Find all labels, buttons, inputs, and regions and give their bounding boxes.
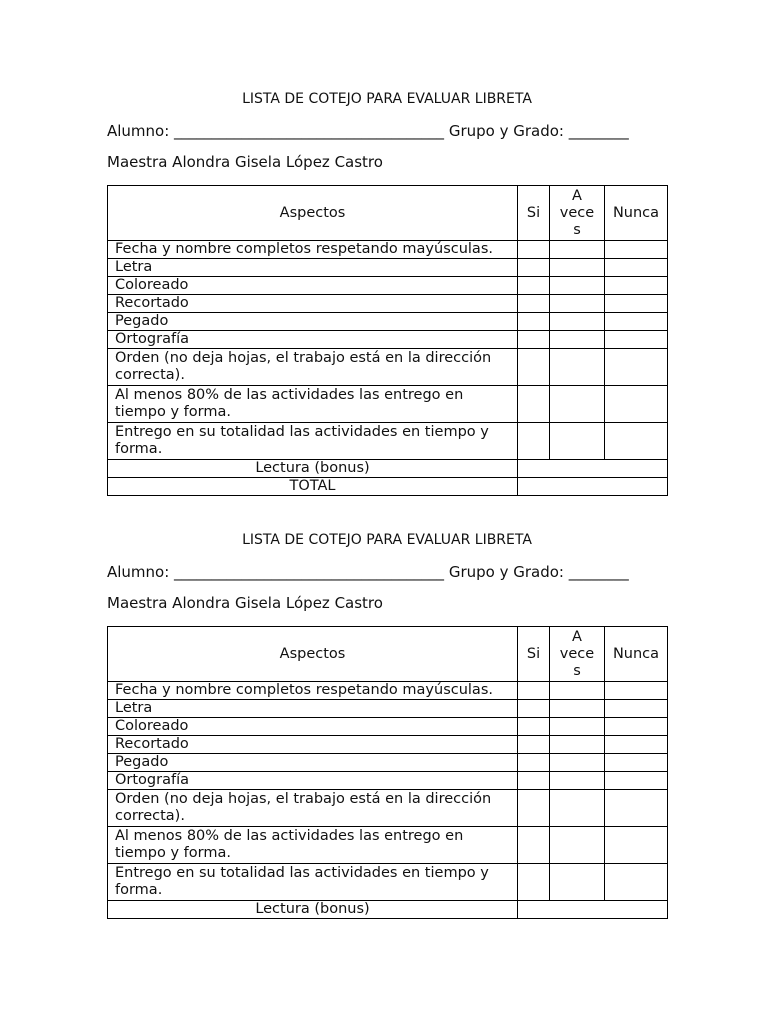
- aspect-cell: Recortado: [108, 736, 518, 754]
- mark-sometimes[interactable]: [550, 259, 605, 277]
- table-row: [108, 277, 668, 295]
- mark-yes[interactable]: [518, 349, 550, 386]
- table-row: [108, 772, 668, 790]
- mark-sometimes[interactable]: [550, 827, 605, 864]
- mark-never[interactable]: [605, 313, 668, 331]
- mark-yes[interactable]: [518, 790, 550, 827]
- aspect-cell: Pegado: [108, 754, 518, 772]
- mark-sometimes[interactable]: [550, 790, 605, 827]
- mark-yes[interactable]: [518, 682, 550, 700]
- mark-never[interactable]: [605, 259, 668, 277]
- mark-yes[interactable]: [518, 386, 550, 423]
- aspect-cell: Pegado: [108, 313, 518, 331]
- mark-sometimes[interactable]: [550, 718, 605, 736]
- mark-yes[interactable]: [518, 700, 550, 718]
- mark-never[interactable]: [605, 736, 668, 754]
- header-yes: Si: [518, 627, 550, 682]
- table-row: [108, 790, 668, 827]
- mark-yes[interactable]: [518, 295, 550, 313]
- aspect-cell: Ortografía: [108, 772, 518, 790]
- aspect-cell: Recortado: [108, 295, 518, 313]
- mark-sometimes[interactable]: [550, 241, 605, 259]
- table-row: [108, 349, 668, 386]
- table-row: [108, 754, 668, 772]
- aspect-cell: Orden (no deja hojas, el trabajo está en la dirección correcta).: [108, 349, 518, 386]
- header-sometimes-line2: vece: [559, 204, 595, 221]
- mark-sometimes[interactable]: [550, 331, 605, 349]
- header-row: [108, 186, 668, 241]
- table-row: [108, 682, 668, 700]
- aspect-cell: Al menos 80% de las actividades las entrego en tiempo y forma.: [108, 827, 518, 864]
- header-sometimes-line3: s: [573, 221, 581, 238]
- mark-sometimes[interactable]: [550, 700, 605, 718]
- teacher-name: Maestra Alondra Gisela López Castro: [107, 153, 383, 171]
- mark-never[interactable]: [605, 277, 668, 295]
- mark-sometimes[interactable]: [550, 277, 605, 295]
- bonus-label: Lectura (bonus): [108, 460, 518, 478]
- total-label: TOTAL: [108, 478, 518, 496]
- mark-sometimes[interactable]: [550, 386, 605, 423]
- table-row: [108, 241, 668, 259]
- mark-yes[interactable]: [518, 827, 550, 864]
- aspect-cell: Ortografía: [108, 331, 518, 349]
- mark-yes[interactable]: [518, 772, 550, 790]
- mark-sometimes[interactable]: [550, 736, 605, 754]
- mark-never[interactable]: [605, 295, 668, 313]
- table-row: [108, 295, 668, 313]
- table-row: [108, 864, 668, 901]
- form-title: LISTA DE COTEJO PARA EVALUAR LIBRETA: [242, 91, 532, 107]
- table-row: [108, 700, 668, 718]
- aspect-cell: Fecha y nombre completos respetando mayúsculas.: [108, 241, 518, 259]
- mark-sometimes[interactable]: [550, 754, 605, 772]
- mark-sometimes[interactable]: [550, 313, 605, 331]
- aspect-cell: Coloreado: [108, 718, 518, 736]
- table-row: [108, 827, 668, 864]
- mark-yes[interactable]: [518, 277, 550, 295]
- header-yes: Si: [518, 186, 550, 241]
- aspect-cell: Coloreado: [108, 277, 518, 295]
- aspect-cell: Orden (no deja hojas, el trabajo está en la dirección correcta).: [108, 790, 518, 827]
- mark-never[interactable]: [605, 864, 668, 901]
- mark-never[interactable]: [605, 700, 668, 718]
- table-row: [108, 736, 668, 754]
- mark-never[interactable]: [605, 772, 668, 790]
- table-row: [108, 386, 668, 423]
- table-row: [108, 718, 668, 736]
- mark-never[interactable]: [605, 790, 668, 827]
- mark-sometimes[interactable]: [550, 682, 605, 700]
- mark-never[interactable]: [605, 241, 668, 259]
- mark-never[interactable]: [605, 718, 668, 736]
- aspect-cell: Al menos 80% de las actividades las entrego en tiempo y forma.: [108, 386, 518, 423]
- header-sometimes-line2: vece: [559, 645, 595, 662]
- form-title: LISTA DE COTEJO PARA EVALUAR LIBRETA: [242, 532, 532, 548]
- header-sometimes: [550, 627, 605, 682]
- header-sometimes-line1: A: [572, 187, 582, 204]
- table-row: [108, 331, 668, 349]
- mark-never[interactable]: [605, 682, 668, 700]
- checklist-table: [107, 626, 668, 919]
- mark-yes[interactable]: [518, 259, 550, 277]
- header-never: Nunca: [605, 186, 668, 241]
- mark-yes[interactable]: [518, 313, 550, 331]
- aspect-cell: Entrego en su totalidad las actividades en tiempo y forma.: [108, 864, 518, 901]
- header-sometimes-line1: A: [572, 628, 582, 645]
- header-sometimes-line3: s: [573, 662, 581, 679]
- header-aspects: Aspectos: [108, 186, 518, 241]
- table-row: [108, 259, 668, 277]
- mark-sometimes[interactable]: [550, 864, 605, 901]
- mark-sometimes[interactable]: [550, 349, 605, 386]
- mark-never[interactable]: [605, 331, 668, 349]
- mark-sometimes[interactable]: [550, 295, 605, 313]
- bonus-score[interactable]: [518, 901, 668, 919]
- mark-yes[interactable]: [518, 241, 550, 259]
- mark-never[interactable]: [605, 386, 668, 423]
- student-line: Alumno: ____________________________________ Grupo y Grado: ________: [107, 122, 629, 140]
- aspect-cell: Fecha y nombre completos respetando mayúsculas.: [108, 682, 518, 700]
- student-line: Alumno: ____________________________________ Grupo y Grado: ________: [107, 563, 629, 581]
- mark-never[interactable]: [605, 827, 668, 864]
- aspect-cell: Letra: [108, 700, 518, 718]
- mark-yes[interactable]: [518, 864, 550, 901]
- checklist-1: [107, 0, 667, 510]
- mark-yes[interactable]: [518, 736, 550, 754]
- checklist-2: [107, 441, 667, 941]
- bonus-label: Lectura (bonus): [108, 901, 518, 919]
- header-aspects: Aspectos: [108, 627, 518, 682]
- aspect-cell: Entrego en su totalidad las actividades en tiempo y forma.: [108, 423, 518, 460]
- mark-never[interactable]: [605, 349, 668, 386]
- teacher-name: Maestra Alondra Gisela López Castro: [107, 594, 383, 612]
- header-never: Nunca: [605, 627, 668, 682]
- mark-yes[interactable]: [518, 754, 550, 772]
- table-row: [108, 313, 668, 331]
- bonus-row: [108, 901, 668, 919]
- mark-never[interactable]: [605, 754, 668, 772]
- aspect-cell: Letra: [108, 259, 518, 277]
- mark-yes[interactable]: [518, 718, 550, 736]
- header-row: [108, 627, 668, 682]
- mark-sometimes[interactable]: [550, 772, 605, 790]
- header-sometimes: [550, 186, 605, 241]
- mark-yes[interactable]: [518, 331, 550, 349]
